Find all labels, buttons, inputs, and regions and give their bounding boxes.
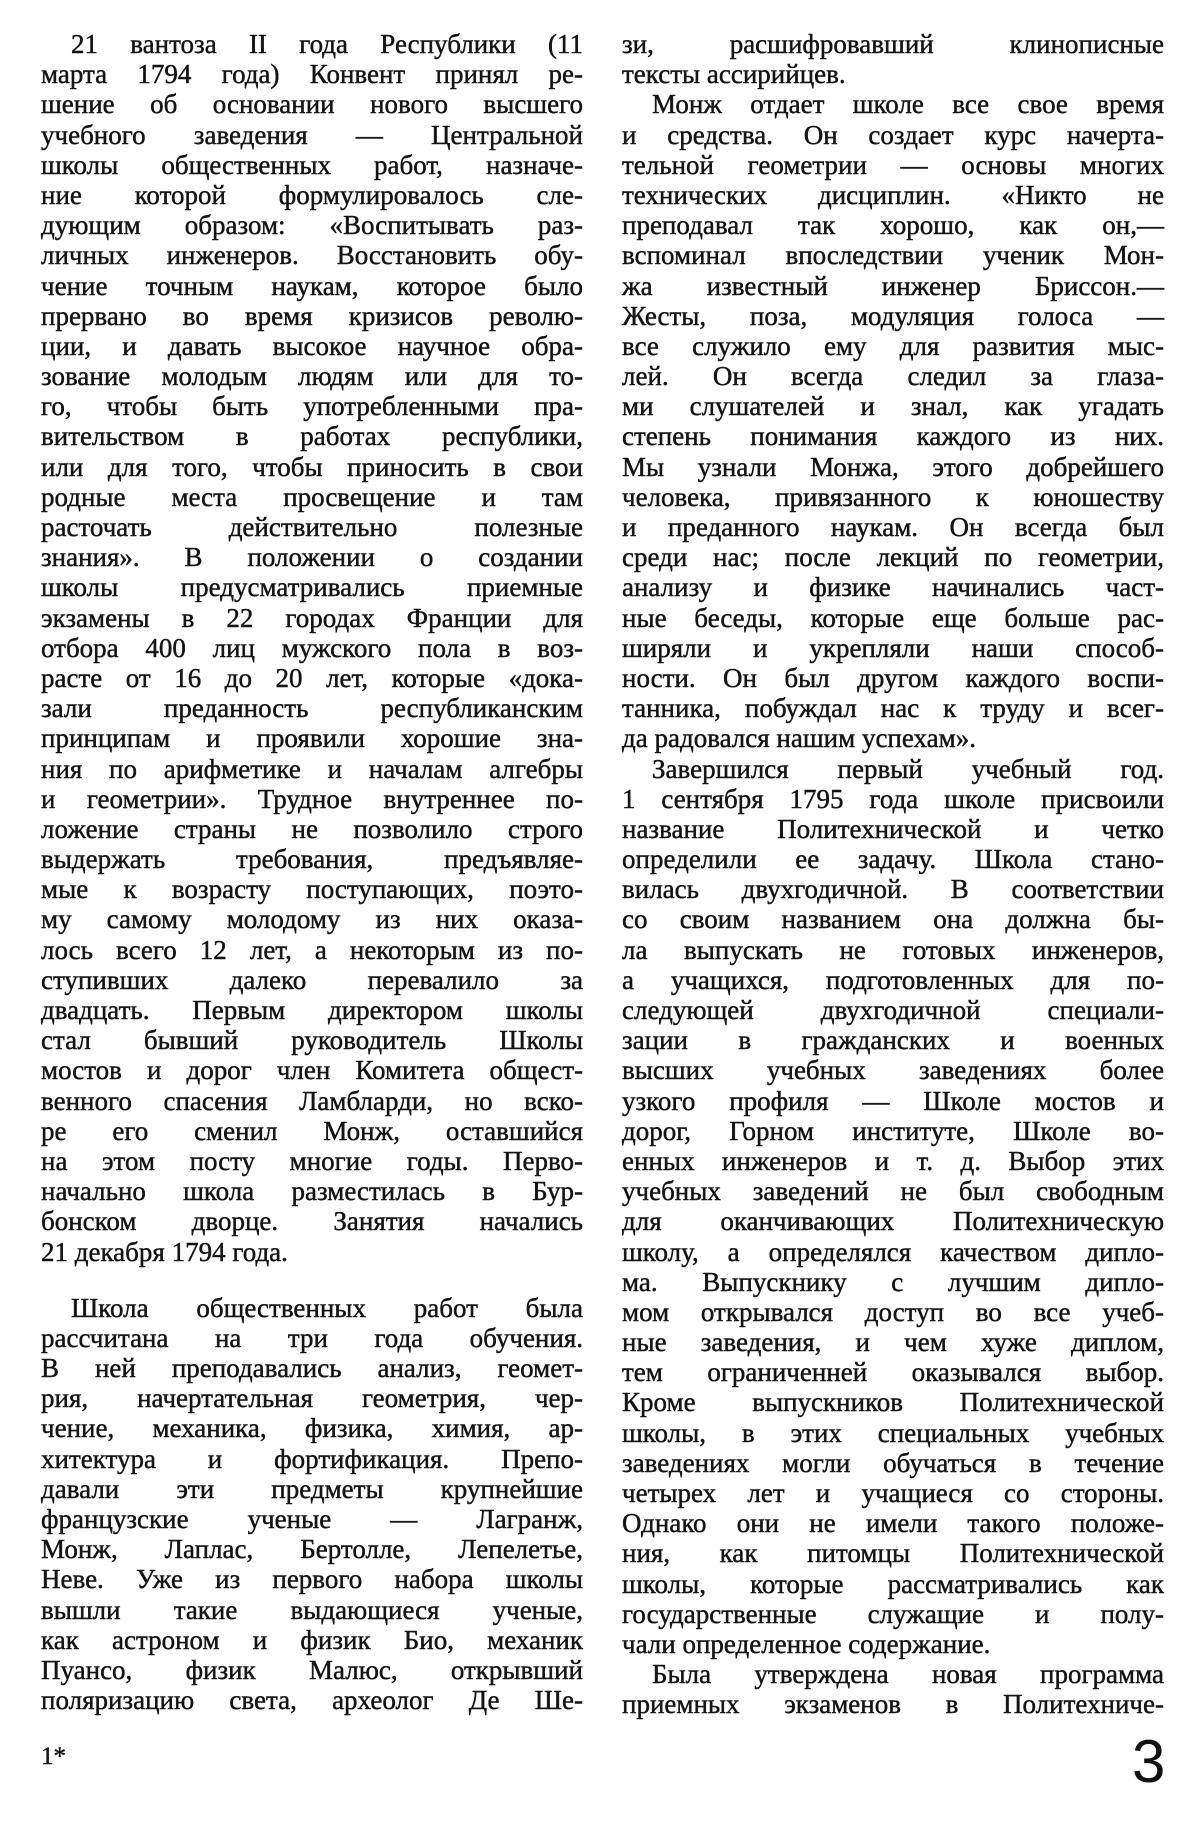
text-line: ступивших далеко перевалило за (41, 964, 583, 995)
left-text-column (41, 29, 583, 1715)
text-line: школы, которые рассматривались как (622, 1568, 1164, 1599)
text-line: зации в гражданских и военных (622, 1025, 1164, 1056)
text-line: ние которой формулировалось сле- (41, 179, 583, 210)
text-line: Завершился первый учебный год. (652, 753, 1164, 784)
text-line: танника, побуждал нас к труду и всег- (622, 693, 1164, 724)
text-line: французские ученые — Лагранж, (41, 1504, 583, 1534)
text-line: расте от 16 до 20 лет, которые «дока- (41, 662, 583, 693)
text-line: как астроном и физик Био, механик (41, 1624, 583, 1655)
text-line: принципам и проявили хорошие зна- (41, 723, 583, 754)
text-line: 1 сентября 1795 года школе присвоили (622, 783, 1164, 814)
text-line: определили ее задачу. Школа стано- (622, 844, 1164, 875)
page-number: 3 (1132, 1728, 1166, 1795)
text-line: узкого профиля — Школе мостов и (622, 1085, 1164, 1116)
text-line: ные заведения, и чем хуже диплом, (622, 1327, 1164, 1358)
text-line: лей. Он всегда следил за глаза- (622, 361, 1164, 392)
text-line: вспоминал впоследствии ученик Мон- (622, 240, 1164, 271)
text-line: тем ограниченней оказывался выбор. (622, 1357, 1164, 1388)
text-line: Пуансо, физик Малюс, открывший (41, 1654, 583, 1685)
text-line: вышли такие выдающиеся ученые, (41, 1594, 583, 1625)
paragraph (622, 29, 1164, 89)
text-line: ния, как питомцы Политехнической (622, 1538, 1164, 1569)
text-line: степень понимания каждого из них. (622, 421, 1164, 452)
text-line: Монж отдает школе все свое время (652, 89, 1164, 120)
paragraph (41, 29, 583, 1267)
text-line: ные беседы, которые еще больше рас- (622, 602, 1164, 633)
text-line: учебного заведения — Центральной (41, 119, 583, 150)
footnote-signature-mark: 1* (41, 1743, 66, 1770)
text-line: на этом посту многие годы. Перво- (41, 1145, 583, 1176)
text-line: все служило ему для развития мыс- (622, 330, 1164, 361)
text-line: Школа общественных работ была (71, 1292, 583, 1323)
text-line: школы, в этих специальных учебных (622, 1417, 1164, 1448)
text-line: мые к возрасту поступающих, поэто- (41, 874, 583, 905)
text-line: учебных заведений не был свободным (622, 1176, 1164, 1207)
text-line: школы общественных работ, назначе- (41, 149, 583, 180)
text-line: и преданного наукам. Он всегда был (622, 512, 1164, 542)
text-line: четырех лет и учащиеся со стороны. (622, 1478, 1164, 1508)
text-line: выдержать требования, предъявляе- (41, 844, 583, 875)
text-line: ре его сменил Монж, оставшийся (41, 1115, 583, 1146)
text-line: жа известный инженер Бриссон.— (622, 270, 1164, 301)
text-line: среди нас; после лекций по геометрии, (622, 542, 1164, 573)
text-line: расточать действительно полезные (41, 512, 583, 542)
text-line: школу, а определялся качеством дипло- (622, 1236, 1164, 1267)
text-line: родные места просвещение и там (41, 481, 583, 512)
text-line: мостов и дорог член Комитета общест- (41, 1055, 583, 1086)
paragraph (622, 89, 1164, 753)
text-line: анализу и физике начинались част- (622, 572, 1164, 603)
text-line: и геометрии». Трудное внутреннее по- (41, 783, 583, 814)
text-line: В ней преподавались анализ, геомет- (41, 1353, 583, 1384)
text-line: ния по арифметике и началам алгебры (41, 753, 583, 784)
text-line: ма. Выпускнику с лучшим дипло- (622, 1266, 1164, 1297)
text-line: поляризацию света, археолог Де Ше- (41, 1685, 583, 1716)
text-line: давали эти предметы крупнейшие (41, 1473, 583, 1504)
text-line: хитектура и фортификация. Препо- (41, 1443, 583, 1474)
text-line: ширяли и укрепляли наши способ- (622, 632, 1164, 663)
text-line: название Политехнической и четко (622, 813, 1164, 844)
text-line: двадцать. Первым директором школы (41, 995, 583, 1025)
text-line: Жесты, поза, модуляция голоса — (622, 300, 1164, 331)
text-line: ми слушателей и знал, как угадать (622, 391, 1164, 422)
text-line: прервано во время кризисов револю- (41, 300, 583, 331)
text-line: зи, расшифровавший клинописные (622, 29, 1164, 59)
paragraph-gap (41, 1267, 583, 1293)
text-line: экзамены в 22 городах Франции для (41, 602, 583, 633)
text-line: тексты ассирийцев. (622, 59, 846, 90)
text-line: а учащихся, подготовленных для по- (622, 964, 1164, 995)
text-line: тельной геометрии — основы многих (622, 149, 1164, 180)
text-line: венного спасения Ламбларди, но вско- (41, 1085, 583, 1116)
text-line: Неве. Уже из первого набора школы (41, 1564, 583, 1595)
text-line: преподавал так хорошо, как он,— (622, 210, 1164, 241)
right-text-column (622, 29, 1164, 1720)
text-line: зование молодым людям или для то- (41, 361, 583, 392)
text-line: рия, начертательная геометрия, чер- (41, 1383, 583, 1414)
text-line: вительством в работах республики, (41, 421, 583, 452)
text-line: или для того, чтобы приносить в свои (41, 451, 583, 482)
text-line: вилась двухгодичной. В соответствии (622, 874, 1164, 905)
text-line: технических дисциплин. «Никто не (622, 179, 1164, 210)
paragraph (622, 754, 1164, 1660)
text-line: знания». В положении о создании (41, 542, 583, 573)
text-line: дорог, Горном институте, Школе во- (622, 1115, 1164, 1146)
text-line: чали определенное содержание. (622, 1628, 991, 1659)
text-line: следующей двухгодичной специали- (622, 995, 1164, 1025)
text-line: стал бывший руководитель Школы (41, 1025, 583, 1056)
text-line: ности. Он был другом каждого воспи- (622, 662, 1164, 693)
text-line: бонском дворце. Занятия начались (41, 1206, 583, 1237)
text-line: ла выпускать не готовых инженеров, (622, 934, 1164, 965)
text-line: ложение страны не позволило строго (41, 813, 583, 844)
text-line: Кроме выпускников Политехнической (622, 1387, 1164, 1418)
text-line: личных инженеров. Восстановить обу- (41, 240, 583, 271)
text-line: высших учебных заведениях более (622, 1055, 1164, 1086)
text-line: начально школа разместилась в Бур- (41, 1176, 583, 1207)
text-line: 21 вантоза II года Республики (11 (71, 29, 583, 59)
text-line: марта 1794 года) Конвент принял ре- (41, 59, 583, 90)
paragraph (41, 1293, 583, 1716)
text-line: чение точным наукам, которое было (41, 270, 583, 301)
text-line: Монж, Лаплас, Бертолле, Лепелетье, (41, 1534, 583, 1565)
text-line: 21 декабря 1794 года. (41, 1236, 288, 1267)
text-line: го, чтобы быть употребленными пра- (41, 391, 583, 422)
text-line: да радовался нашим успехам». (622, 723, 976, 754)
paragraph (622, 1659, 1164, 1719)
text-line: со своим названием она должна бы- (622, 904, 1164, 935)
text-line: лось всего 12 лет, а некоторым из по- (41, 934, 583, 965)
text-line: му самому молодому из них оказа- (41, 904, 583, 935)
text-line: приемных экзаменов в Политехниче- (622, 1689, 1164, 1720)
text-line: шение об основании нового высшего (41, 89, 583, 120)
text-line: зали преданность республиканским (41, 693, 583, 724)
text-line: Была утверждена новая программа (652, 1659, 1164, 1690)
text-line: енных инженеров и т. д. Выбор этих (622, 1145, 1164, 1176)
text-line: отбора 400 лиц мужского пола в воз- (41, 632, 583, 663)
text-line: рассчитана на три года обучения. (41, 1322, 583, 1353)
text-line: Мы узнали Монжа, этого добрейшего (622, 451, 1164, 482)
text-line: человека, привязанного к юношеству (622, 481, 1164, 512)
text-line: школы предусматривались приемные (41, 572, 583, 603)
text-line: дующим образом: «Воспитывать раз- (41, 210, 583, 241)
text-line: чение, механика, физика, химия, ар- (41, 1413, 583, 1444)
text-line: и средства. Он создает курс начерта- (622, 119, 1164, 150)
text-line: заведениях могли обучаться в течение (622, 1447, 1164, 1478)
text-line: мом открывался доступ во все учеб- (622, 1296, 1164, 1327)
text-line: государственные служащие и полу- (622, 1598, 1164, 1629)
text-line: Однако они не имели такого положе- (622, 1508, 1164, 1539)
text-line: ции, и давать высокое научное обра- (41, 330, 583, 361)
text-line: для оканчивающих Политехническую (622, 1206, 1164, 1237)
